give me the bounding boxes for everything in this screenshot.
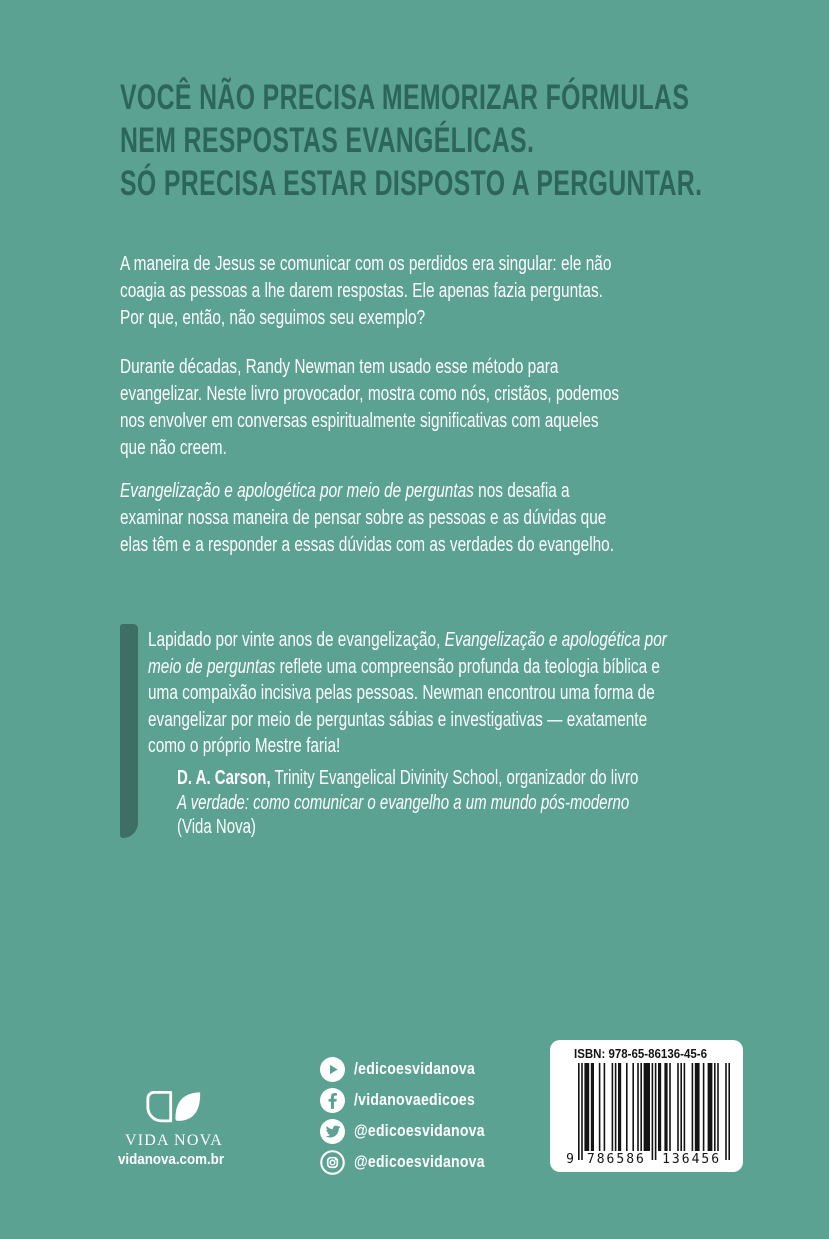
logo-name: VIDA NOVA bbox=[124, 1132, 224, 1149]
social-handle: /edicoesvidanova bbox=[354, 1060, 476, 1078]
headline-line-2: NEM RESPOSTAS EVANGÉLICAS. bbox=[120, 121, 535, 160]
paragraph-line: Por que, então, não seguimos seu exemplo? bbox=[120, 306, 426, 329]
intro-paragraph-3 bbox=[120, 477, 779, 558]
paragraph-line: Evangelização e apologética por meio de perguntas nos desafia a bbox=[120, 479, 570, 502]
paragraph-line: elas têm e a responder a essas dúvidas com as verdades do evangelho. bbox=[120, 533, 615, 556]
social-handle: @edicoesvidanova bbox=[354, 1122, 485, 1140]
intro-paragraph-2 bbox=[120, 353, 785, 461]
barcode bbox=[563, 1063, 730, 1170]
instagram-icon bbox=[320, 1150, 345, 1175]
paragraph-line: nos envolver em conversas espiritualmente significativas com aqueles bbox=[120, 409, 599, 432]
twitter-icon bbox=[320, 1119, 345, 1144]
book-title-inline: meio de perguntas bbox=[148, 654, 276, 678]
quote-line: Lapidado por vinte anos de evangelização, Evangelização e apologética por bbox=[148, 628, 667, 651]
quote-accent-bar bbox=[120, 624, 138, 838]
facebook-icon bbox=[320, 1088, 345, 1113]
quote-line: como o próprio Mestre faria! bbox=[148, 734, 341, 758]
paragraph-line: que não creem. bbox=[120, 436, 227, 459]
barcode-digits-left: 786586 bbox=[586, 1152, 646, 1165]
author-publisher: (Vida Nova) bbox=[177, 816, 256, 838]
endorsement-author bbox=[177, 766, 792, 840]
book-title-inline: Evangelização e apologética por bbox=[444, 628, 667, 651]
paragraph-line: examinar nossa maneira de pensar sobre as pessoas e as dúvidas que bbox=[120, 506, 607, 529]
author-name: D. A. Carson, bbox=[177, 767, 271, 789]
paragraph-line: A maneira de Jesus se comunicar com os perdidos era singular: ele não bbox=[120, 252, 612, 275]
social-handle: @edicoesvidanova bbox=[354, 1153, 485, 1171]
youtube-icon bbox=[320, 1057, 345, 1082]
isbn-label: ISBN: 978-65-86136-45-6 bbox=[574, 1047, 708, 1061]
social-row-facebook bbox=[320, 1087, 508, 1114]
barcode-digit-left: 9 bbox=[566, 1152, 574, 1165]
author-book-title: A verdade: como comunicar o evangelho a um mundo pós-moderno bbox=[177, 791, 630, 814]
headline-line-1: VOCÊ NÃO PRECISA MEMORIZAR FÓRMULAS bbox=[120, 78, 690, 117]
paragraph-line: evangelizar. Neste livro provocador, mostra como nós, cristãos, podemos bbox=[120, 382, 620, 405]
quote-line: meio de perguntas reflete uma compreensão profunda da teologia bíblica e bbox=[148, 654, 660, 678]
author-line: D. A. Carson, Trinity Evangelical Divinity School, organizador do livro bbox=[177, 767, 639, 789]
social-row-instagram bbox=[320, 1149, 508, 1176]
social-row-twitter bbox=[320, 1118, 508, 1145]
quote-line: uma compaixão incisiva pelas pessoas. Newman encontrou uma forma de bbox=[148, 681, 655, 705]
vida-nova-logo-mark-icon bbox=[144, 1090, 204, 1128]
book-title-inline: Evangelização e apologética por meio de perguntas bbox=[120, 479, 474, 502]
endorsement-quote bbox=[148, 627, 829, 760]
social-handle: /vidanovaedicoes bbox=[354, 1091, 476, 1109]
social-row-youtube bbox=[320, 1056, 508, 1083]
barcode-digits-right: 136456 bbox=[662, 1152, 722, 1165]
logo-url: vidanova.com.br bbox=[118, 1152, 225, 1168]
headline bbox=[120, 76, 829, 205]
barcode-bars bbox=[578, 1063, 730, 1160]
isbn-box bbox=[550, 1040, 743, 1172]
headline-line-3: SÓ PRECISA ESTAR DISPOSTO A PERGUNTAR. bbox=[120, 164, 703, 203]
vida-nova-logo bbox=[118, 1090, 230, 1168]
paragraph-line: Durante décadas, Randy Newman tem usado esse método para bbox=[120, 355, 559, 378]
quote-line: evangelizar por meio de perguntas sábias e investigativas — exatamente bbox=[148, 707, 648, 731]
intro-paragraph-1 bbox=[120, 250, 775, 331]
paragraph-line: coagia as pessoas a lhe darem respostas. Ele apenas fazia perguntas. bbox=[120, 279, 603, 302]
barcode-svg bbox=[563, 1063, 730, 1165]
social-list bbox=[320, 1056, 508, 1180]
